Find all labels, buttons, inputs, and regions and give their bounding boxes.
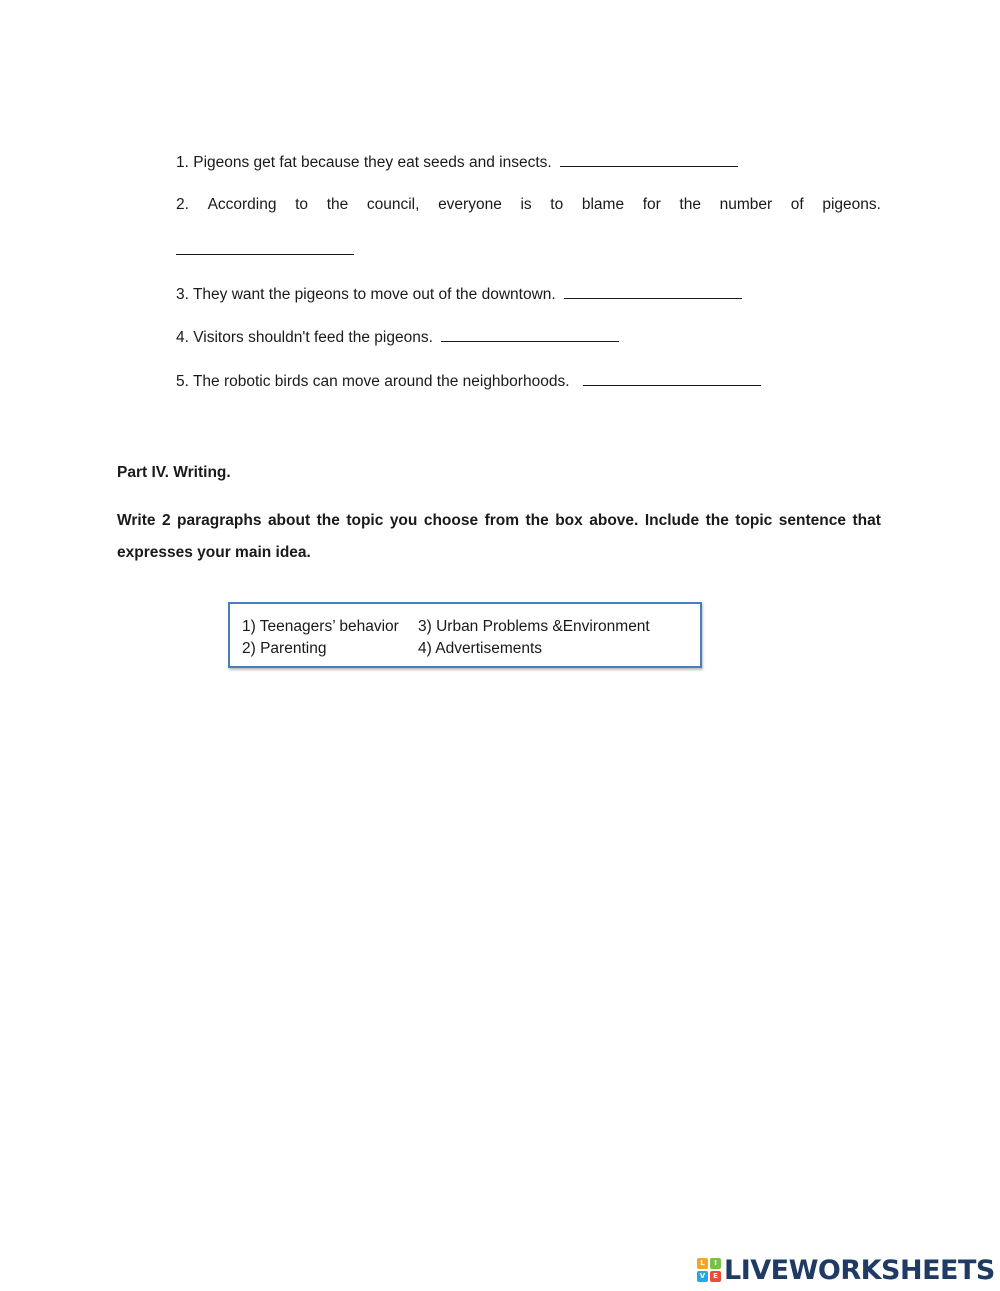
part-heading: Part IV. Writing. xyxy=(117,464,231,481)
question-2-word: pigeons. xyxy=(822,196,881,213)
instruction-paragraph xyxy=(117,511,881,563)
question-2-word: 2. xyxy=(176,196,189,213)
instruction-word: topic xyxy=(735,512,773,529)
question-5 xyxy=(176,370,761,392)
question-2-word: number xyxy=(719,196,773,213)
question-2-word: the xyxy=(679,196,701,213)
question-3 xyxy=(176,283,742,305)
question-2-word: everyone xyxy=(438,196,502,213)
logo-block: V xyxy=(697,1271,708,1282)
instruction-word: the xyxy=(705,512,729,529)
instruction-word: that xyxy=(852,512,881,529)
answer-blank-1[interactable] xyxy=(560,151,738,167)
instruction-word: about xyxy=(267,512,311,529)
question-2-word: to xyxy=(550,196,564,213)
question-2-word: is xyxy=(520,196,532,213)
question-3-text: 3. They want the pigeons to move out of the downtown. xyxy=(176,286,556,303)
topic-item: 2) Parenting xyxy=(242,640,327,657)
answer-blank-5[interactable] xyxy=(583,370,761,386)
instruction-word: topic xyxy=(346,512,384,529)
instruction-word: Include xyxy=(644,512,700,529)
question-2-blank-row xyxy=(176,239,354,261)
question-1 xyxy=(176,151,738,173)
logo-block: L xyxy=(697,1258,708,1269)
instruction-word: from xyxy=(484,512,520,529)
instruction-word: choose xyxy=(423,512,479,529)
topic-box xyxy=(228,602,702,668)
instruction-word: sentence xyxy=(778,512,846,529)
answer-blank-3[interactable] xyxy=(564,283,742,299)
instruction-line-2: expresses your main idea. xyxy=(117,544,311,561)
instruction-word: Write xyxy=(117,512,156,529)
question-4-text: 4. Visitors shouldn't feed the pigeons. xyxy=(176,329,433,346)
answer-blank-2[interactable] xyxy=(176,239,354,255)
question-2-word: to xyxy=(295,196,309,213)
instruction-word: 2 xyxy=(161,512,171,529)
instruction-word: the xyxy=(316,512,340,529)
logo-block: E xyxy=(710,1271,721,1282)
question-1-text: 1. Pigeons get fat because they eat seeds and insects. xyxy=(176,154,552,171)
instruction-word: paragraphs xyxy=(177,512,262,529)
logo-block: I xyxy=(710,1258,721,1269)
question-2-word: blame xyxy=(581,196,625,213)
question-2-word: council, xyxy=(366,196,420,213)
topic-item: 3) Urban Problems &Environment xyxy=(418,618,650,635)
topic-item: 1) Teenagers’ behavior xyxy=(242,618,399,635)
topic-item: 4) Advertisements xyxy=(418,640,543,657)
question-4 xyxy=(176,326,619,348)
question-2-word: of xyxy=(790,196,804,213)
liveworksheets-logo xyxy=(697,1255,995,1285)
instruction-word: box xyxy=(555,512,583,529)
logo-blocks-icon xyxy=(697,1258,721,1282)
instruction-word: the xyxy=(525,512,549,529)
question-2-word: for xyxy=(642,196,661,213)
answer-blank-4[interactable] xyxy=(441,326,619,342)
question-2 xyxy=(176,195,881,215)
instruction-word: you xyxy=(389,512,418,529)
instruction-line-1 xyxy=(117,511,881,531)
logo-wordmark: LIVEWORKSHEETS xyxy=(724,1254,995,1286)
question-5-text: 5. The robotic birds can move around the neighborhoods. xyxy=(176,373,570,390)
question-2-word: According xyxy=(207,196,277,213)
question-2-word: the xyxy=(326,196,349,213)
instruction-word: above. xyxy=(589,512,639,529)
